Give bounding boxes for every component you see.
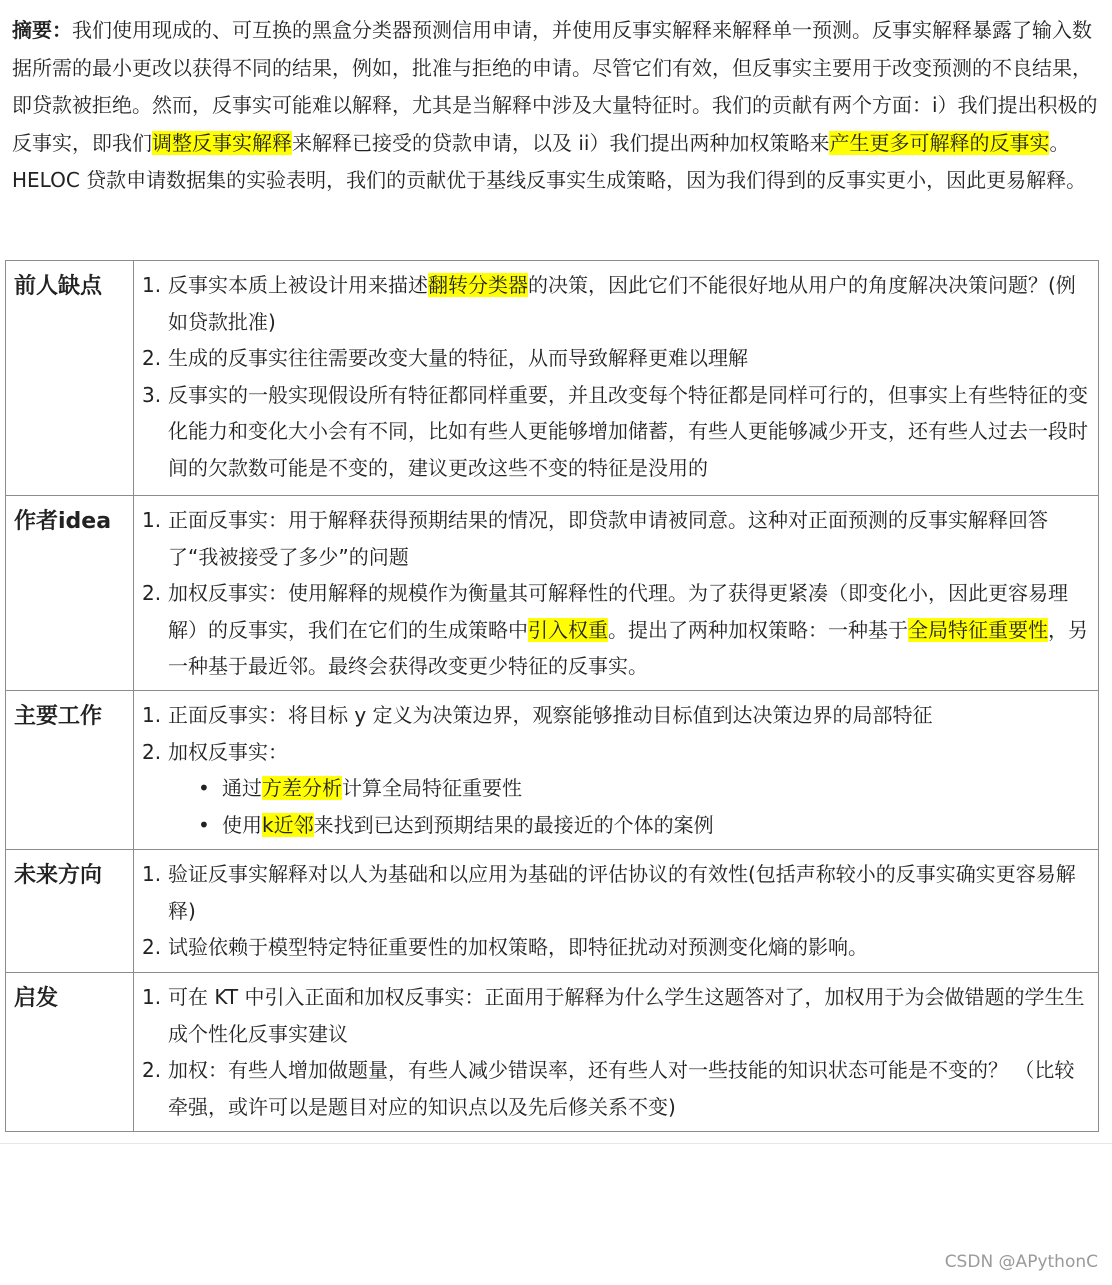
item-text: 生成的反事实往往需要改变大量的特征，从而导致解释更难以理解 bbox=[168, 346, 748, 370]
list-item bbox=[142, 267, 1090, 340]
table-row bbox=[6, 261, 1099, 496]
table-row bbox=[6, 691, 1099, 850]
table-row bbox=[6, 496, 1099, 691]
item-highlight: 引入权重 bbox=[528, 617, 608, 642]
item-number: 2. bbox=[142, 581, 162, 605]
item-text: 的决策，因此它们不能很好地从用户的角度解决决策问题？(例如贷款批准) bbox=[168, 273, 1076, 334]
abstract-part: 。 HELOC 贷款申请数据集的实验表明，我们的贡献优于基线反事实生成策略，因为我们得到的反事实更小，因此更易解释。 bbox=[12, 130, 1087, 192]
item-number: 1. bbox=[142, 985, 162, 1009]
item-highlight: 方差分析 bbox=[262, 776, 342, 800]
item-text: 计算全局特征重要性 bbox=[342, 776, 522, 800]
item-text: 试验依赖于模型特定特征重要性的加权策略，即特征扰动对预测变化熵的影响。 bbox=[168, 935, 868, 959]
item-text: 。提出了两种加权策略：一种基于 bbox=[608, 617, 908, 642]
item-text: 正面反事实：将目标 y 定义为决策边界，观察能够推动目标值到达决策边界的局部特征 bbox=[168, 703, 933, 727]
table-row bbox=[6, 973, 1099, 1132]
item-number: 1. bbox=[142, 703, 162, 727]
item-text: ，另一种基于最近邻。最终会获得改变更少特征的反事实。 bbox=[168, 617, 1088, 678]
row-label: 作者idea bbox=[6, 496, 134, 691]
list-item bbox=[142, 1052, 1090, 1125]
row-content bbox=[134, 850, 1099, 973]
item-text: 来找到已达到预期结果的最接近的个体的案例 bbox=[313, 812, 714, 837]
item-number: 3. bbox=[142, 382, 162, 407]
item-text: 通过 bbox=[222, 776, 262, 800]
table-row bbox=[6, 850, 1099, 973]
row-content bbox=[134, 973, 1099, 1132]
item-number: 2. bbox=[142, 346, 162, 370]
item-text: 反事实的一般实现假设所有特征都同样重要，并且改变每个特征都是同样可行的，但事实上有些特征的变化能力和变化大小会有不同，比如有些人更能够增加储蓄，有些人更能够减少开支，还有些人过去一段时间的欠款数可能是不变的，建议更改这些不变的特征是没用的 bbox=[168, 382, 1088, 480]
bullet-icon: • bbox=[198, 776, 210, 800]
item-number: 2. bbox=[142, 1058, 162, 1082]
item-text: 使用 bbox=[222, 812, 262, 837]
item-number: 1. bbox=[142, 862, 162, 886]
row-label: 前人缺点 bbox=[6, 261, 134, 496]
item-text: 加权：有些人增加做题量，有些人减少错误率，还有些人对一些技能的知识状态可能是不变的？ （比较牵强，或许可以是题目对应的知识点以及先后修关系不变) bbox=[168, 1058, 1075, 1119]
item-number: 1. bbox=[142, 508, 162, 532]
item-text: 验证反事实解释对以人为基础和以应用为基础的评估协议的有效性(包括声称较小的反事实确实更容易解释) bbox=[168, 862, 1076, 923]
sub-list-item bbox=[142, 807, 1090, 844]
abstract-part: 我们使用现成的、可互换的黑盒分类器预测信用申请，并使用反事实解释来解释单一预测。反事实解释暴露了输入数据所需的最小更改以获得不同的结果，例如，批准与拒绝的申请。尽管它们有效，但反事实主要用于改变预测的不良结果，即贷款被拒绝。然而，反事实可能难以解释，尤其是当解释中涉及大量特征时。我们的贡献有两个方面：i）我们提出积极的反事实，即我们 bbox=[12, 18, 1098, 155]
item-number: 2. bbox=[142, 935, 162, 959]
sub-list-item bbox=[142, 770, 1090, 807]
item-highlight: 翻转分类器 bbox=[428, 273, 528, 297]
row-content bbox=[134, 496, 1099, 691]
item-text: 可在 KT 中引入正面和加权反事实：正面用于解释为什么学生这题答对了，加权用于为会做错题的学生生成个性化反事实建议 bbox=[168, 985, 1085, 1046]
row-content bbox=[134, 261, 1099, 496]
list-item bbox=[142, 697, 1090, 734]
item-text: 加权反事实：使用解释的规模作为衡量其可解释性的代理。为了获得更紧凑（即变化小，因此更容易理解）的反事实，我们在它们的生成策略中 bbox=[168, 581, 1068, 642]
abstract-paragraph bbox=[12, 12, 1102, 200]
row-label: 启发 bbox=[6, 973, 134, 1132]
item-number: 1. bbox=[142, 273, 162, 297]
list-item bbox=[142, 734, 1090, 771]
row-content bbox=[134, 691, 1099, 850]
item-highlight: 全局特征重要性 bbox=[908, 617, 1048, 642]
notes-table bbox=[5, 260, 1099, 1132]
abstract-part: 来解释已接受的贷款申请，以及 ii）我们提出两种加权策略来 bbox=[292, 130, 830, 155]
item-highlight: k近邻 bbox=[262, 812, 314, 837]
row-label: 主要工作 bbox=[6, 691, 134, 850]
watermark: CSDN @APythonC bbox=[944, 1252, 1098, 1272]
item-number: 2. bbox=[142, 739, 162, 764]
abstract-lead: 摘要： bbox=[12, 18, 72, 42]
divider bbox=[0, 1143, 1112, 1144]
list-item bbox=[142, 502, 1090, 575]
list-item bbox=[142, 856, 1090, 929]
abstract-highlight: 产生更多可解释的反事实 bbox=[829, 130, 1050, 155]
list-item bbox=[142, 575, 1090, 685]
item-text: 加权反事实： bbox=[168, 739, 288, 764]
list-item bbox=[142, 340, 1090, 377]
list-item bbox=[142, 979, 1090, 1052]
row-label: 未来方向 bbox=[6, 850, 134, 973]
list-item bbox=[142, 377, 1090, 487]
abstract-highlight: 调整反事实解释 bbox=[152, 130, 292, 155]
item-text: 正面反事实：用于解释获得预期结果的情况，即贷款申请被同意。这种对正面预测的反事实解释回答了“我被接受了多少”的问题 bbox=[168, 508, 1048, 569]
bullet-icon: • bbox=[198, 812, 210, 837]
list-item bbox=[142, 929, 1090, 966]
item-text: 反事实本质上被设计用来描述 bbox=[168, 273, 428, 297]
